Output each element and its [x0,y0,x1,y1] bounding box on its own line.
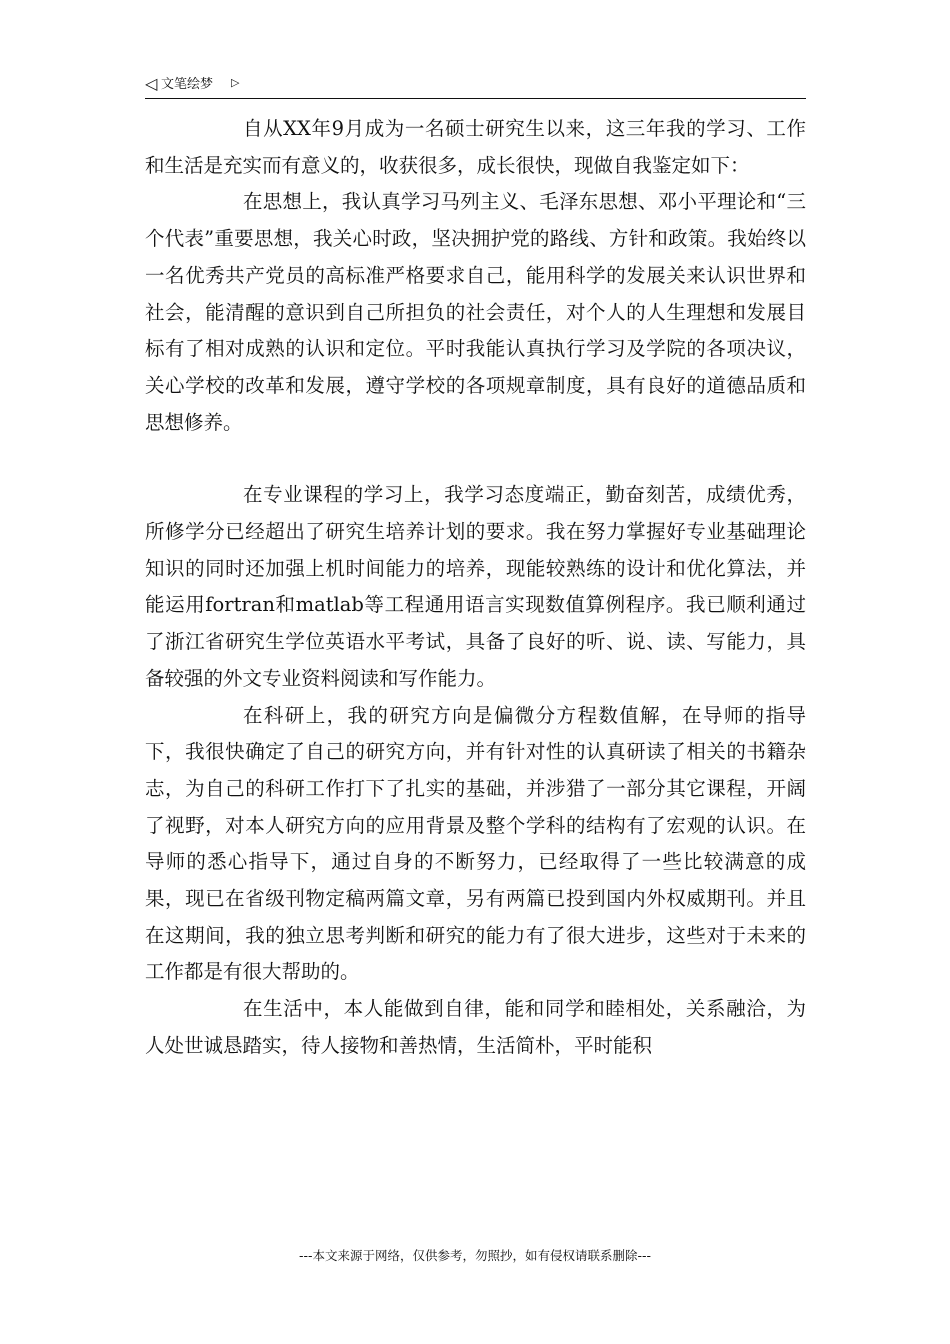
paragraph-spacer [145,441,806,477]
paragraph-life: 在生活中，本人能做到自律，能和同学和睦相处，关系融洽，为人处世诚恳踏实，待人接物和善热情，生活简朴，平时能积 [145,997,806,1057]
header-title: 文笔绘梦 [161,77,214,92]
paragraph-intro: 自从XX年9月成为一名硕士研究生以来，这三年我的学习、工作和生活是充实而有意义的，收获很多，成长很快，现做自我鉴定如下： [145,117,806,177]
document-body [145,111,806,1065]
page-footer: ---本文来源于网络，仅供参考，勿照抄，如有侵权请联系删除--- [298,1248,652,1263]
left-triangle-icon: ◁ [145,74,158,93]
paragraph-research: 在科研上，我的研究方向是偏微分方程数值解，在导师的指导下，我很快确定了自己的研究方向，并有针对性的认真研读了相关的书籍杂志，为自己的科研工作打下了扎实的基础，并涉猎了一部分其它课程，开阔了视野，对本人研究方向的应用背景及整个学科的结构有了宏观的认识。在导师的悉心指导下，通过自身的不断努力，已经取得了一些比较满意的成果，现已在省级刊物定稿两篇文章，另有两篇已投到国内外权威期刊。并且在这期间，我的独立思考判断和研究的能力有了很大进步，这些对于未来的工作都是有很大帮助的。 [145,703,806,984]
right-triangle-icon: ▷ [231,76,240,89]
paragraph-coursework: 在专业课程的学习上，我学习态度端正，勤奋刻苦，成绩优秀，所修学分已经超出了研究生培养计划的要求。我在努力掌握好专业基础理论知识的同时还加强上机时间能力的培养，现能较熟练的设计和优化算法，并能运用fortran和matlab等工程通用语言实现数值算例程序。我已顺利通过了浙江省研究生学位英语水平考试，具备了良好的听、说、读、写能力，具备较强的外文专业资料阅读和写作能力。 [145,483,806,690]
page-header [145,72,806,99]
paragraph-ideology: 在思想上，我认真学习马列主义、毛泽东思想、邓小平理论和“三个代表”重要思想，我关心时政，坚决拥护党的路线、方针和政策。我始终以一名优秀共产党员的高标准严格要求自己，能用科学的发展关来认识世界和社会，能清醒的意识到自己所担负的社会责任，对个人的人生理想和发展目标有了相对成熟的认识和定位。平时我能认真执行学习及学院的各项决议，关心学校的改革和发展，遵守学校的各项规章制度，具有良好的道德品质和思想修养。 [145,190,806,434]
